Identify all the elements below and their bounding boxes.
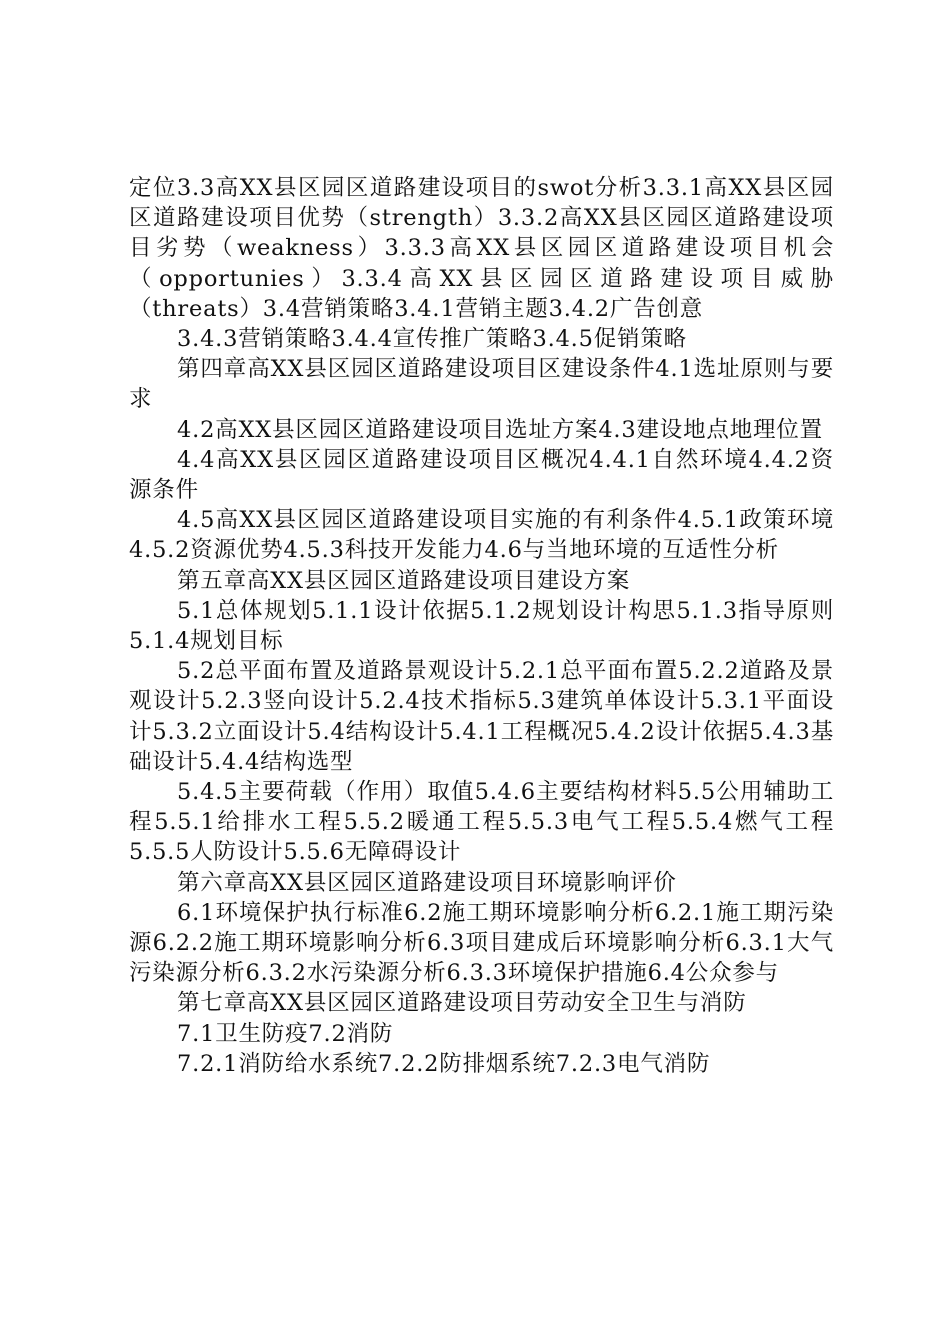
paragraph: 4.5高XX县区园区道路建设项目实施的有利条件4.5.1政策环境4.5.2资源优势4.5.3科技开发能力4.6与当地环境的互适性分析 xyxy=(129,507,834,564)
paragraph: 6.1环境保护执行标准6.2施工期环境影响分析6.2.1施工期污染源6.2.2施工期环境影响分析6.3项目建成后环境影响分析6.3.1大气污染源分析6.3.2水污染源分析6.3.3环境保护措施6.4公众参与 xyxy=(129,899,834,987)
chapter-heading: 第六章高XX县区园区道路建设项目环境影响评价 xyxy=(177,869,677,896)
paragraph: 7.2.1消防给水系统7.2.2防排烟系统7.2.3电气消防 xyxy=(177,1050,711,1077)
chapter-heading: 第四章高XX县区园区道路建设项目区建设条件4.1选址原则与要求 xyxy=(129,356,834,413)
paragraph: 5.1总体规划5.1.1设计依据5.1.2规划设计构思5.1.3指导原则5.1.4规划目标 xyxy=(129,597,834,655)
paragraph: 定位3.3高XX县区园区道路建设项目的swot分析3.3.1高XX县区园区道路建设项目优势（strength）3.3.2高XX县区园区道路建设项目劣势（weakness）3.3.3高XX县区园区道路建设项目机会（opportunies）3.3.4高XX县区园区道路建设项目威胁（threats）3.4营销策略3.4.1营销主题3.4.2广告创意 xyxy=(129,175,834,322)
paragraph: 7.1卫生防疫7.2消防 xyxy=(177,1020,394,1047)
paragraph: 4.2高XX县区园区道路建设项目选址方案4.3建设地点地理位置 xyxy=(177,416,823,443)
chapter-heading: 第七章高XX县区园区道路建设项目劳动安全卫生与消防 xyxy=(177,990,747,1017)
paragraph: 5.4.5主要荷载（作用）取值5.4.6主要结构材料5.5公用辅助工程5.5.1给排水工程5.5.2暖通工程5.5.3电气工程5.5.4燃气工程5.5.5人防设计5.5.6无障碍设计 xyxy=(129,779,834,866)
chapter-heading: 第五章高XX县区园区道路建设项目建设方案 xyxy=(177,567,631,594)
document-body xyxy=(129,173,834,1079)
paragraph: 3.4.3营销策略3.4.4宣传推广策略3.4.5促销策略 xyxy=(177,326,687,353)
paragraph: 4.4高XX县区园区道路建设项目区概况4.4.1自然环境4.4.2资源条件 xyxy=(129,446,834,504)
paragraph: 5.2总平面布置及道路景观设计5.2.1总平面布置5.2.2道路及景观设计5.2.3竖向设计5.2.4技术指标5.3建筑单体设计5.3.1平面设计5.3.2立面设计5.4结构设计5.4.1工程概况5.4.2设计依据5.4.3基础设计5.4.4结构选型 xyxy=(129,658,834,775)
